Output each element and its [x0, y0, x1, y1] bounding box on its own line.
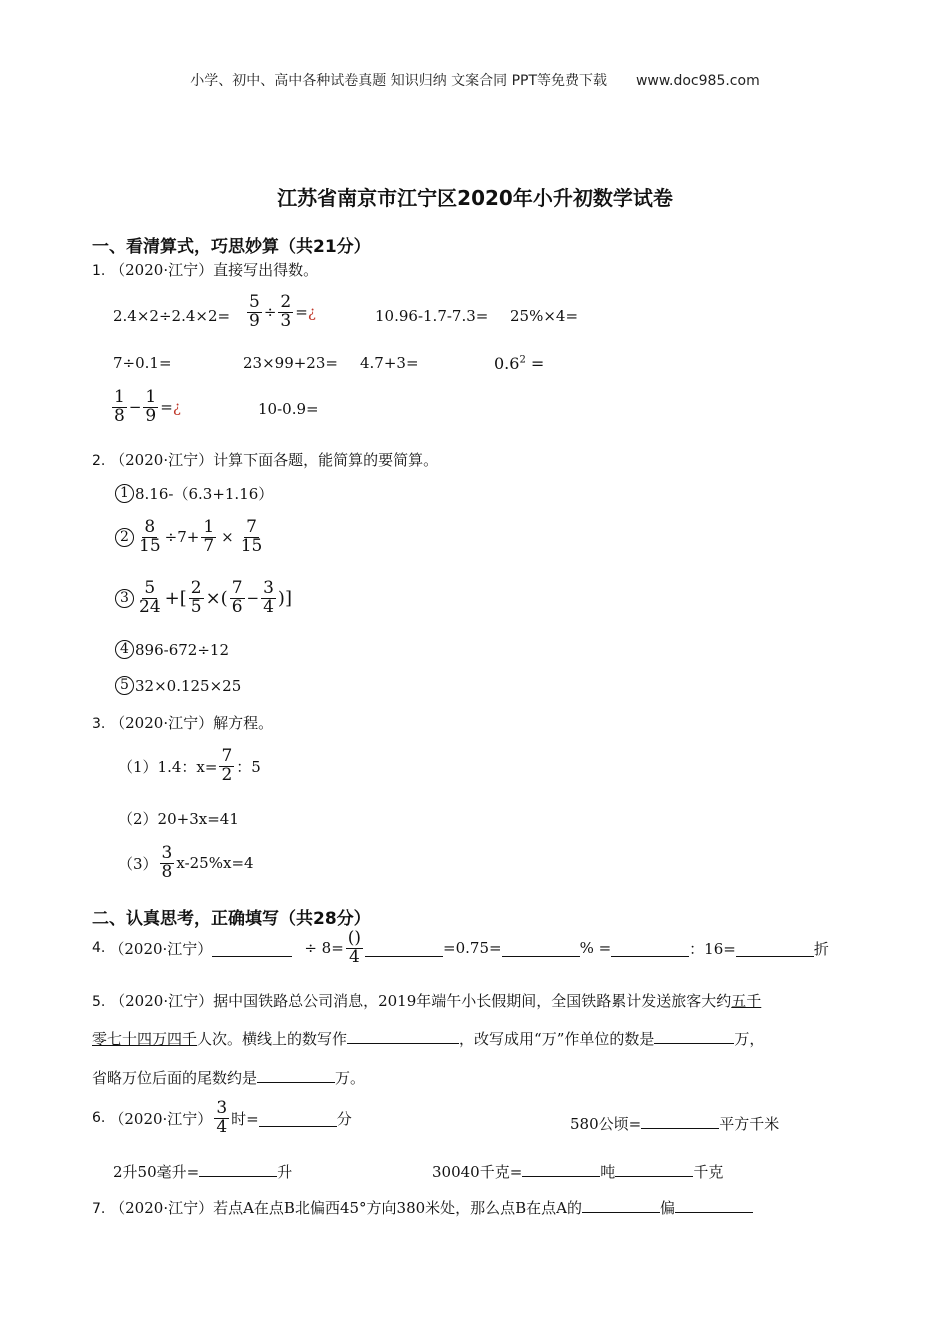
- question-5-line-3: 省略万位后面的尾数约是 万。: [92, 1066, 365, 1088]
- q2-item-4: 4 896-672÷12: [115, 640, 229, 659]
- question-number: 3.: [92, 716, 106, 732]
- question-4: 4. （2020·江宁） ÷ 8= $\frac{()}{4}$ =0.75= % = ：16= 折: [92, 928, 829, 967]
- expr-2: $\frac{5}{9}$ ÷ $\frac{2}{3}$ = ¿: [249, 292, 316, 331]
- answer-blank[interactable]: [522, 1160, 600, 1177]
- question-1-prompt: [92, 259, 318, 280]
- q2-item-1: 1 8.16-（6.3+1.16）: [115, 483, 273, 504]
- question-6-row-1: 6. （2020·江宁） $\frac{3}{4}$ 时= 分: [92, 1098, 352, 1137]
- question-6-c: 2升50毫升= 升: [113, 1160, 292, 1182]
- exam-title: 江苏省南京市江宁区2020年小升初数学试卷: [277, 186, 673, 210]
- answer-blank[interactable]: [582, 1196, 660, 1213]
- question-number: 1.: [92, 263, 106, 279]
- answer-blank[interactable]: [259, 1110, 337, 1127]
- question-3-prompt: [92, 712, 273, 733]
- q2-item-5: 5 32×0.125×25: [115, 676, 241, 695]
- answer-blank[interactable]: [675, 1196, 753, 1213]
- answer-blank[interactable]: [257, 1066, 335, 1083]
- header-url[interactable]: www.doc985.com: [635, 73, 760, 89]
- equation-1: （1）1.4：x= $\frac{7}{2}$ ：5: [118, 746, 261, 785]
- answer-blank[interactable]: [212, 940, 292, 957]
- answer-blank[interactable]: [641, 1112, 719, 1129]
- question-5-line-2: 零七十四万四千人次。横线上的数写作 ，改写成用“万”作单位的数是 万，: [92, 1027, 764, 1049]
- question-number: 2.: [92, 453, 106, 469]
- expr-6: 23×99+23=: [243, 354, 338, 372]
- question-7: 7. （2020·江宁）若点A在点B北偏西45°方向380米处，那么点B在点A的 偏: [92, 1196, 753, 1218]
- fraction: $\frac{2}{3}$: [280, 292, 292, 331]
- question-5-line-1: 5. （2020·江宁）据中国铁路总公司消息，2019年端午小长假期间，全国铁路累计发送旅客大约五千: [92, 992, 762, 1010]
- answer-blank[interactable]: [502, 940, 580, 957]
- answer-blank[interactable]: [347, 1027, 459, 1044]
- equation-3: （3） $\frac{3}{8}$ x-25%x=4: [118, 843, 254, 882]
- prompt-text: （2020·江宁）解方程。: [110, 714, 274, 732]
- fraction: $\frac{1}{8}$: [114, 387, 125, 426]
- answer-blank[interactable]: [199, 1160, 277, 1177]
- answer-blank[interactable]: [615, 1160, 693, 1177]
- answer-blank[interactable]: [611, 940, 689, 957]
- expr-8: $0.6^2$ =: [494, 354, 545, 373]
- expr-1: 2.4×2÷2.4×2=: [113, 307, 231, 325]
- prompt-text: （2020·江宁）计算下面各题，能简算的要简算。: [110, 451, 439, 469]
- expr-7: 4.7+3=: [360, 354, 419, 372]
- answer-blank[interactable]: [736, 940, 814, 957]
- expr-4: 25%×4=: [510, 307, 579, 325]
- question-2-prompt: [92, 449, 438, 470]
- fraction: $\frac{5}{9}$: [249, 292, 260, 331]
- question-6-b: 580公顷= 平方千米: [570, 1112, 779, 1134]
- section-1-heading: 一、看清算式，巧思妙算（共21分）: [92, 237, 371, 257]
- expr-3: 10.96-1.7-7.3=: [375, 307, 489, 325]
- expr-5: 7÷0.1=: [113, 354, 172, 372]
- expr-10: 10-0.9=: [258, 400, 319, 418]
- q2-item-3: 3 $\frac{5}{24}$ +[ $\frac{2}{5}$ ×( $\frac{7}{6}$ − $\frac{3}{4}$ )]: [115, 580, 292, 617]
- q2-item-2: 2 $\frac{8}{15}$ ÷7+ $\frac{1}{7}$ × $\frac{7}{15}$: [115, 519, 266, 556]
- header-text: 小学、初中、高中各种试卷真题 知识归纳 文案合同 PPT等免费下载: [190, 73, 608, 89]
- equation-2: （2）20+3x=41: [118, 810, 239, 828]
- answer-blank[interactable]: [654, 1027, 734, 1044]
- section-2-heading: 二、认真思考，正确填写（共28分）: [92, 909, 371, 929]
- prompt-text: （2020·江宁）直接写出得数。: [110, 261, 319, 279]
- answer-blank[interactable]: [365, 940, 443, 957]
- question-6-d: 30040千克= 吨 千克: [432, 1160, 723, 1182]
- expr-9: $\frac{1}{8}$ − $\frac{1}{9}$ = ¿: [114, 387, 181, 426]
- page-header: [0, 70, 950, 90]
- fraction: $\frac{1}{9}$: [145, 387, 157, 426]
